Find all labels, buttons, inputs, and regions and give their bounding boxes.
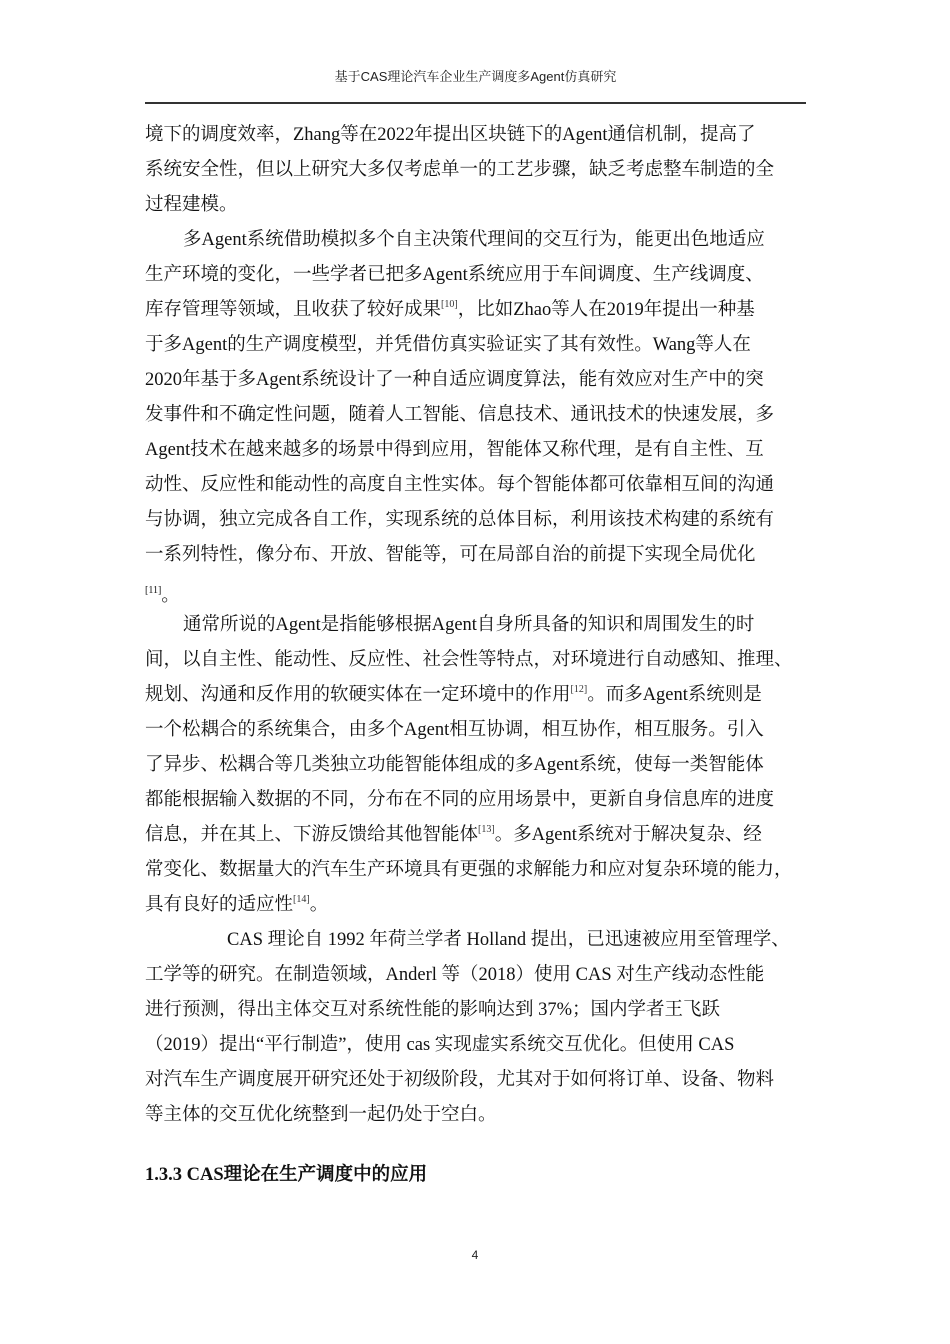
text-span: 。而多Agent系统则是	[587, 685, 762, 705]
citation-ref[interactable]: [11]	[145, 585, 162, 596]
text-line: 常变化、数据量大的汽车生产环境具有更强的求解能力和应对复杂环境的能力，	[145, 860, 793, 880]
text-line: 一个松耦合的系统集合，由多个Agent相互协调，相互协作，相互服务。引入	[145, 720, 764, 740]
text-line: 一系列特性，像分布、开放、智能等，可在局部自治的前提下实现全局优化	[145, 545, 756, 565]
text-span: 规划、沟通和反作用的软硬实体在一定环境中的作用	[145, 685, 571, 705]
text-line: 间，以自主性、能动性、反应性、社会性等特点，对环境进行自动感知、推理、	[145, 650, 793, 670]
text-line: 动性、反应性和能动性的高度自主性实体。每个智能体都可依靠相互间的沟通	[145, 475, 775, 495]
paragraph	[145, 223, 815, 608]
text-line: 系统安全性，但以上研究大多仅考虑单一的工艺步骤，缺乏考虑整车制造的全	[145, 160, 775, 180]
text-line: 了异步、松耦合等几类独立功能智能体组成的多Agent系统，使每一类智能体	[145, 755, 764, 775]
text-line	[145, 573, 815, 608]
text-line: 对汽车生产调度展开研究还处于初级阶段，尤其对于如何将订单、设备、物料	[145, 1070, 775, 1090]
paragraph	[145, 923, 815, 1133]
text-line: 工学等的研究。在制造领域，Anderl 等（2018）使用 CAS 对生产线动态性能	[145, 965, 765, 985]
header-divider	[145, 102, 806, 104]
text-line: 发事件和不确定性问题，随着人工智能、信息技术、通讯技术的快速发展，多	[145, 405, 775, 425]
text-line	[145, 888, 815, 923]
text-span: 信息，并在其上、下游反馈给其他智能体	[145, 825, 479, 845]
text-line: 2020年基于多Agent系统设计了一种自适应调度算法，能有效应对生产中的突	[145, 370, 764, 390]
section-heading: 1.3.3 CAS理论在生产调度中的应用	[145, 1165, 428, 1185]
text-span: 。	[309, 895, 329, 915]
text-line: 多Agent系统借助模拟多个自主决策代理间的交互行为，能更出色地适应	[183, 230, 765, 250]
text-line: 都能根据输入数据的不同，分布在不同的应用场景中，更新自身信息库的进度	[145, 790, 775, 810]
running-header: 基于CAS理论汽车企业生产调度多Agent仿真研究	[334, 69, 617, 84]
text-line: 与协调，独立完成各自工作，实现系统的总体目标，利用该技术构建的系统有	[145, 510, 775, 530]
citation-ref[interactable]: [12]	[570, 684, 588, 695]
body-text	[145, 118, 815, 1133]
text-span: 具有良好的适应性	[145, 895, 294, 915]
text-span: ，比如Zhao等人在2019年提出一种基	[457, 300, 755, 320]
paragraph	[145, 608, 815, 923]
page-number: 4	[471, 1248, 479, 1262]
text-span: 。	[161, 586, 180, 606]
text-line: 等主体的交互优化统整到一起仍处于空白。	[145, 1105, 497, 1125]
text-line: CAS 理论自 1992 年荷兰学者 Holland 提出，已迅速被应用至管理学、	[227, 930, 790, 950]
text-span: 库存管理等领域，且收获了较好成果	[145, 300, 442, 320]
text-line	[145, 293, 815, 328]
citation-ref[interactable]: [10]	[441, 299, 458, 310]
text-line: 生产环境的变化，一些学者已把多Agent系统应用于车间调度、生产线调度、	[145, 265, 764, 285]
text-line: 于多Agent的生产调度模型，并凭借仿真实验证实了其有效性。Wang等人在	[145, 335, 751, 355]
text-line: （2019）提出“平行制造”，使用 cas 实现虚实系统交互优化。但使用 CAS	[145, 1035, 735, 1055]
text-span: 。多Agent系统对于解决复杂、经	[494, 825, 762, 845]
text-line: 进行预测，得出主体交互对系统性能的影响达到 37%；国内学者王飞跃	[145, 1000, 721, 1020]
text-line: Agent技术在越来越多的场景中得到应用，智能体又称代理，是有自主性、互	[145, 440, 764, 460]
citation-ref[interactable]: [13]	[478, 824, 495, 835]
text-line	[145, 818, 815, 853]
text-line: 通常所说的Agent是指能够根据Agent自身所具备的知识和周围发生的时	[183, 615, 755, 635]
text-line: 境下的调度效率，Zhang等在2022年提出区块链下的Agent通信机制，提高了	[145, 125, 756, 145]
text-line	[145, 678, 815, 713]
paragraph	[145, 118, 815, 223]
citation-ref[interactable]: [14]	[293, 894, 310, 905]
text-line: 过程建模。	[145, 195, 238, 215]
